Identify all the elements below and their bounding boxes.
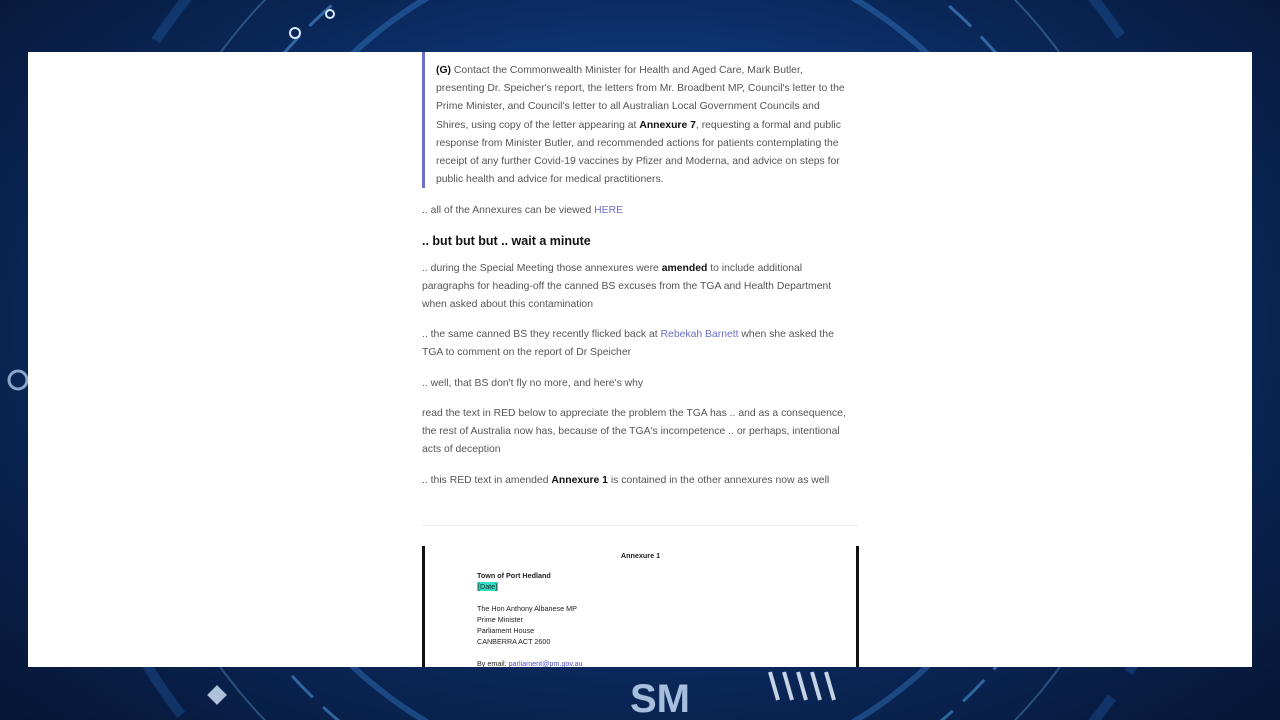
paragraph-fly: .. well, that BS don't fly no more, and here's why — [422, 378, 644, 389]
email-label: By email: — [477, 659, 507, 667]
document-address — [477, 603, 577, 647]
annexure1-text-after: is contained in the other annexures now as well — [610, 475, 830, 486]
quote-label: (G) — [436, 65, 452, 76]
canned-text-after: when she asked the TGA to comment on the report of Dr Speicher — [422, 329, 834, 359]
document-email — [477, 658, 582, 667]
annexure1-text-before: .. this RED text in amended — [422, 475, 549, 486]
annexures-here-link[interactable]: HERE — [594, 205, 624, 216]
amended-text-before: .. during the Special Meeting those annexures were — [422, 263, 659, 274]
svg-text:SM: SM — [630, 677, 690, 720]
divider — [422, 525, 858, 526]
annexures-text: .. all of the Annexures can be viewed — [422, 205, 592, 216]
quote-annexure: Annexure 7 — [639, 119, 696, 131]
annexure-document-image — [422, 546, 859, 667]
annexure1-bold: Annexure 1 — [551, 475, 608, 486]
quote-paragraph — [436, 52, 854, 189]
document-from: Town of Port Hedland — [477, 571, 551, 580]
article-panel — [28, 52, 1252, 667]
address-line: Prime Minister — [477, 615, 523, 624]
quote-text-before: Contact the Commonwealth Minister for Health and Aged Care, Mark Butler, presenting Dr. Speicher's report, the letters from Mr. Broadbent MP, Council's letter to the Prime Minister, and Council's letter to all Australian Local Government Councils and Shires, using copy of the letter appearing at — [436, 65, 845, 131]
rebekah-barnett-link[interactable]: Rebekah Barnett — [660, 329, 739, 340]
amended-bold: amended — [661, 263, 708, 274]
paragraph-red: read the text in RED below to appreciate the problem the TGA has .. and as a consequence, the rest of Australia now has, because of the TGA's incompetence .. or perhaps, intentional acts of deception — [422, 408, 846, 456]
section-heading: .. but but but .. wait a minute — [422, 234, 591, 248]
paragraph-canned — [422, 326, 852, 362]
document-title: Annexure 1 — [620, 551, 661, 560]
canned-text-before: .. the same canned BS they recently flicked back at — [422, 329, 658, 340]
email-link[interactable]: parliament@pm.gov.au — [508, 659, 583, 667]
address-line: Parliament House — [477, 626, 535, 635]
document-date: [Date] — [478, 582, 498, 591]
document-header — [477, 570, 551, 592]
amended-text-after: to include additional paragraphs for heading-off the canned BS excuses from the TGA and Health Department when asked about this contamination — [422, 263, 832, 311]
blockquote-g — [422, 52, 854, 188]
paragraph-amended — [422, 260, 852, 315]
paragraph-annexure1 — [422, 472, 852, 490]
annexures-line — [422, 202, 852, 220]
address-line: The Hon Anthony Albanese MP — [477, 604, 577, 613]
quote-text-after: , requesting a formal and public response from Minister Butler, and recommended actions for patients contemplating the receipt of any further Covid-19 vaccines by Pfizer and Moderna, and advice on steps for public health and advice for medical practitioners. — [436, 119, 841, 186]
address-line: CANBERRA ACT 2600 — [477, 637, 551, 646]
